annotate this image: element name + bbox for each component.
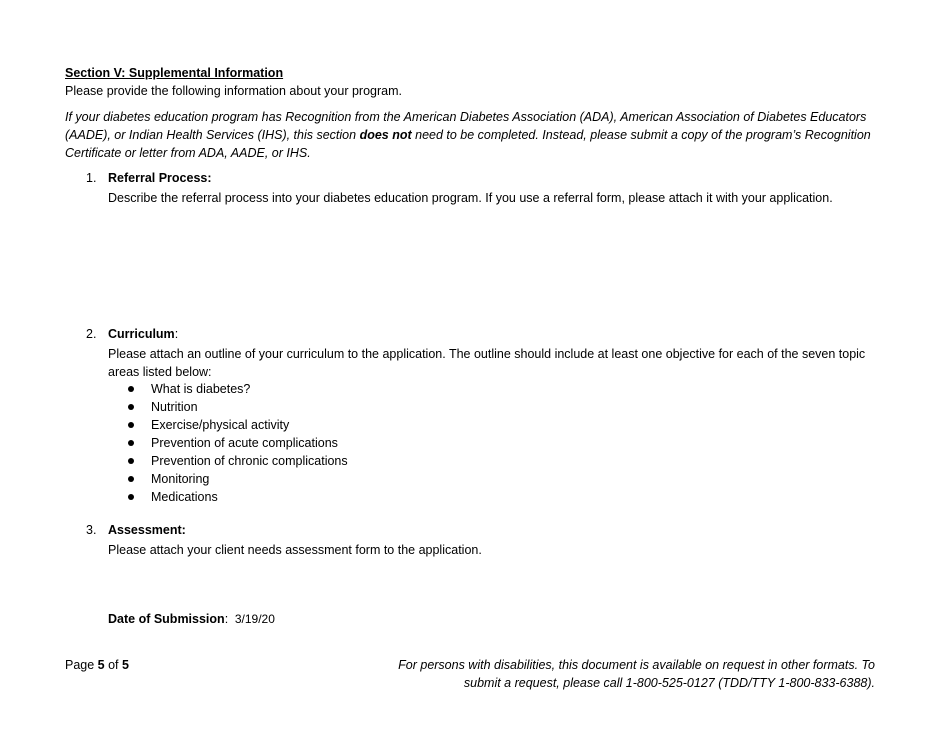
item-number: 2. [86, 327, 97, 341]
bullet-icon [128, 404, 134, 410]
notice-text-2: need to be completed. Instead, please submit a copy of the program’s Recognition Certificate or letter from ADA, AADE, or IHS. [65, 128, 871, 160]
page-total: 5 [122, 658, 129, 672]
list-item-text: Monitoring [151, 472, 210, 486]
list-item-text: Nutrition [151, 400, 198, 414]
bullet-icon [128, 476, 134, 482]
page-of: of [104, 658, 122, 672]
list-item [128, 470, 348, 488]
date-of-submission [108, 610, 275, 628]
item-heading: Referral Process: [108, 171, 212, 185]
section-title: Section V: Supplemental Information [65, 66, 284, 80]
bullet-icon [128, 458, 134, 464]
page-current: 5 [97, 658, 105, 672]
list-item [128, 380, 348, 398]
item-description: Please attach your client needs assessment form to the application. [108, 543, 482, 557]
list-item-text: Exercise/physical activity [151, 418, 290, 432]
page-prefix: Page [65, 658, 98, 672]
item-number: 1. [86, 171, 97, 185]
item-description: Please attach an outline of your curriculum to the application. The outline should include at least one objective for each of the seven topic areas listed below: [108, 347, 866, 379]
date-separator: : [224, 612, 229, 626]
page-number [65, 656, 129, 674]
list-item [128, 488, 348, 506]
bullet-icon [128, 440, 134, 446]
item-heading-text: Curriculum [108, 327, 175, 341]
list-item [128, 434, 348, 452]
date-value: 3/19/20 [234, 612, 275, 626]
item-heading-colon: : [174, 327, 179, 341]
topic-list [128, 380, 348, 506]
list-item [128, 398, 348, 416]
date-label: Date of Submission [108, 612, 225, 626]
item-number: 3. [86, 523, 97, 537]
notice-text-1: If your diabetes education program has Recognition from the American Diabetes Association (ADA), American Association of Diabetes Educators (AADE), or Indian Health Services (IHS), this section [65, 110, 867, 142]
notice-emphasis: does not [359, 128, 412, 142]
list-item-text: Medications [151, 490, 218, 504]
item-heading: Assessment: [108, 523, 186, 537]
list-item [128, 452, 348, 470]
section-intro: Please provide the following information about your program. [65, 84, 402, 98]
list-item-text: What is diabetes? [151, 382, 251, 396]
bullet-icon [128, 494, 134, 500]
bullet-icon [128, 386, 134, 392]
list-item-text: Prevention of acute complications [151, 436, 338, 450]
recognition-notice [65, 108, 895, 162]
item-heading [108, 327, 178, 341]
item-description: Describe the referral process into your diabetes education program. If you use a referral form, please attach it with your application. [108, 191, 833, 205]
accessibility-note: For persons with disabilities, this document is available on request in other formats. To submit a request, please call 1-800-525-0127 (TDD/TTY 1-800-833-6388). [398, 658, 875, 690]
list-item [128, 416, 348, 434]
bullet-icon [128, 422, 134, 428]
list-item-text: Prevention of chronic complications [151, 454, 348, 468]
